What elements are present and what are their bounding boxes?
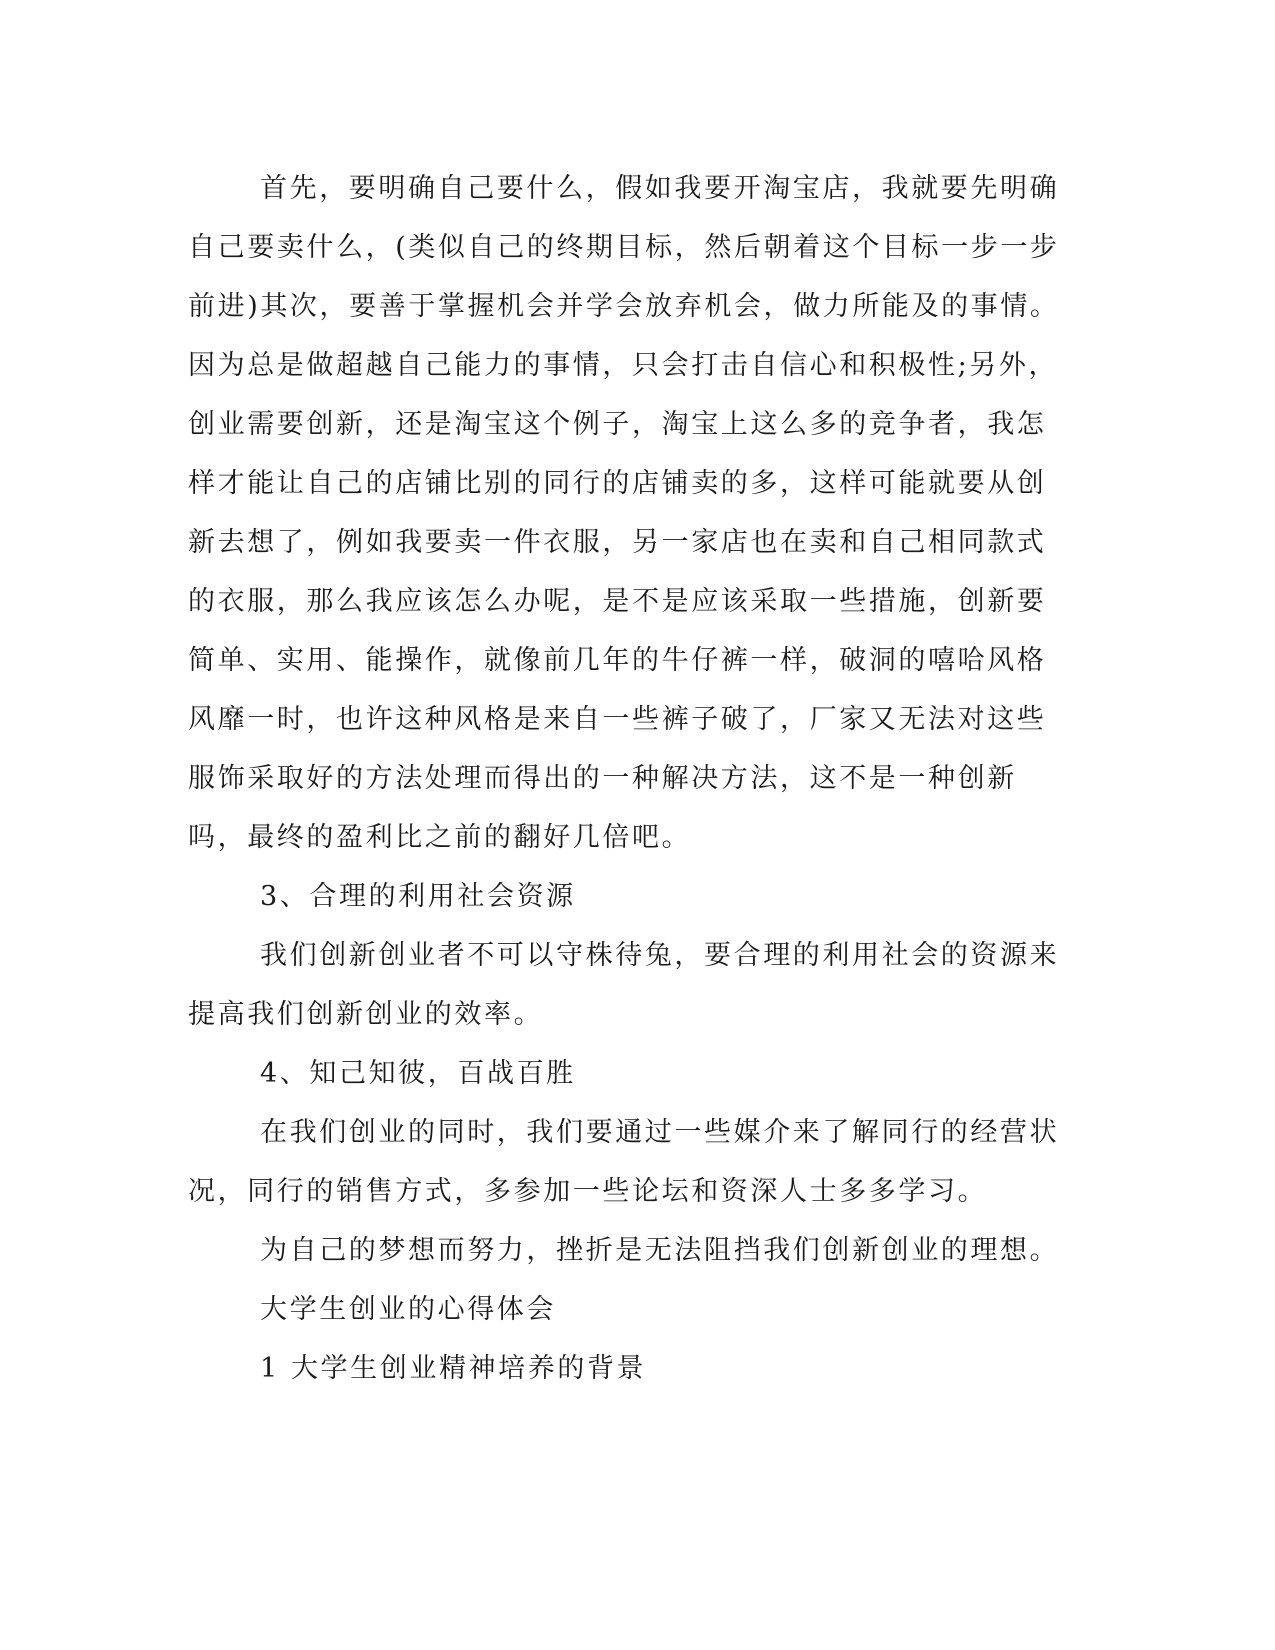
paragraph-dream: 为自己的梦想而努力，挫折是无法阻挡我们创新创业的理想。 <box>260 1235 1060 1266</box>
heading-social-resources: 3、合理的利用社会资源 <box>260 881 576 912</box>
document-body <box>188 159 1068 1398</box>
paragraph-know-competitors: 在我们创业的同时，我们要通过一些媒介来了解同行的经营状况，同行的销售方式，多参加一些论坛和资深人士多多学习。 <box>188 1117 1060 1207</box>
paragraph-innovation: 首先，要明确自己要什么，假如我要开淘宝店，我就要先明确自己要卖什么，(类似自己的终期目标，然后朝着这个目标一步一步前进)其次，要善于掌握机会并学会放弃机会，做力所能及的事情。因为总是做超越自己能力的事情，只会打击自信心和积极性;另外，创业需要创新，还是淘宝这个例子，淘宝上这么多的竞争者，我怎样才能让自己的店铺比别的同行的店铺卖的多，这样可能就要从创新去想了，例如我要卖一件衣服，另一家店也在卖和自己相同款式的衣服，那么我应该怎么办呢，是不是应该采取一些措施，创新要简单、实用、能操作，就像前几年的牛仔裤一样，破洞的嘻哈风格风靡一时，也许这种风格是来自一些裤子破了，厂家又无法对这些服饰采取好的方法处理而得出的一种解决方法，这不是一种创新吗，最终的盈利比之前的翻好几倍吧。 <box>188 173 1060 853</box>
subsection-title: 1 大学生创业精神培养的背景 <box>260 1353 647 1384</box>
heading-know-yourself: 4、知己知彼，百战百胜 <box>260 1058 576 1089</box>
paragraph-social-resources: 我们创新创业者不可以守株待兔，要合理的利用社会的资源来提高我们创新创业的效率。 <box>188 940 1060 1030</box>
section-title: 大学生创业的心得体会 <box>260 1294 556 1325</box>
